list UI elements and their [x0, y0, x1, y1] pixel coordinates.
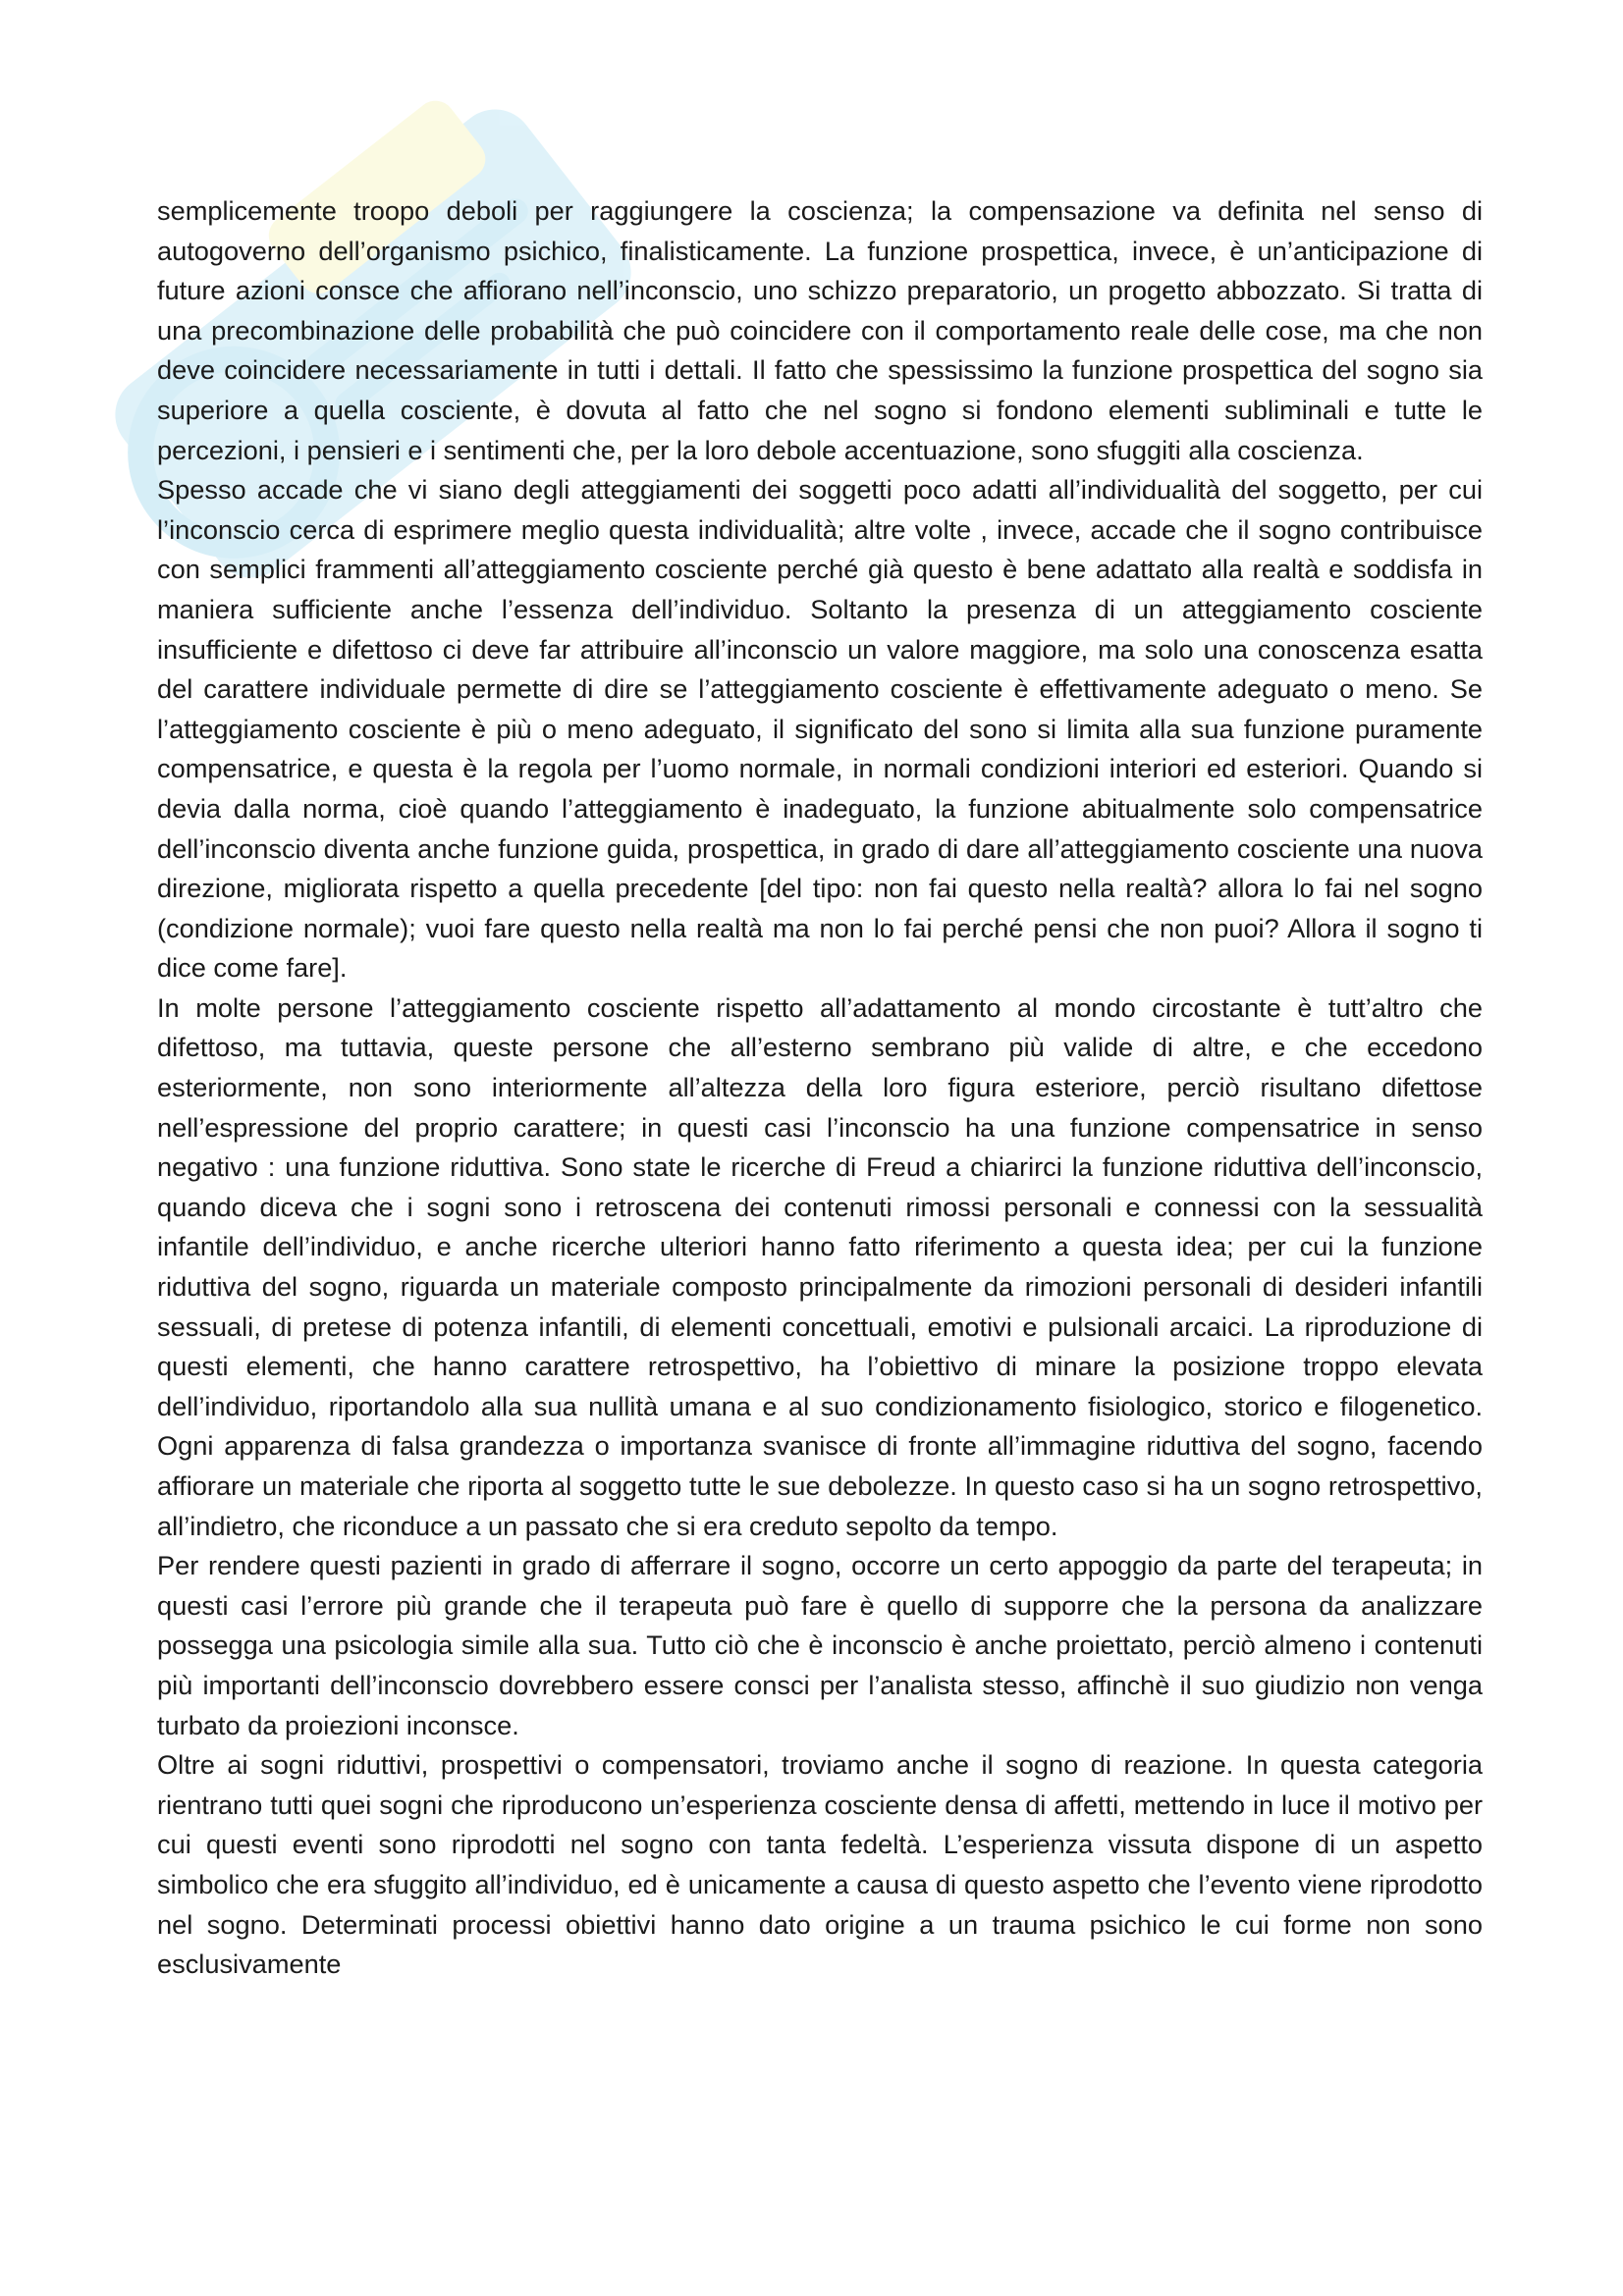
document-body: [157, 191, 1483, 1985]
paragraph-4: Per rendere questi pazienti in grado di afferrare il sogno, occorre un certo appoggio da parte del terapeuta; in questi casi l’errore più grande che il terapeuta può fare è quello di supporre che la persona da analizzare possegga una psicologia simile alla sua. Tutto ciò che è inconscio è anche proiettato, perciò almeno i contenuti più importanti dell’inconscio dovrebbero essere consci per l’analista stesso, affinchè il suo giudizio non venga turbato da proiezioni inconsce.: [157, 1550, 1483, 1740]
paragraph-1: semplicemente troopo deboli per raggiungere la coscienza; la compensazione va definita nel senso di autogoverno dell’organismo psichico, finalisticamente. La funzione prospettica, invece, è un’anticipazione di future azioni consce che affiorano nell’inconscio, uno schizzo preparatorio, un progetto abbozzato. Si tratta di una precombinazione delle probabilità che può coincidere con il comportamento reale delle cose, ma che non deve coincidere necessariamente in tutti i dettali. Il fatto che spessissimo la funzione prospettica del sogno sia superiore a quella cosciente, è dovuta al fatto che nel sogno si fondono elementi subliminali e tutte le percezioni, i pensieri e i sentimenti che, per la loro debole accentuazione, sono sfuggiti alla coscienza.: [157, 195, 1483, 465]
paragraph-2: Spesso accade che vi siano degli atteggiamenti dei soggetti poco adatti all’individualità del soggetto, per cui l’inconscio cerca di esprimere meglio questa individualità; altre volte , invece, accade che il sogno contribuisce con semplici frammenti all’atteggiamento cosciente perché già questo è bene adattato alla realtà e soddisfa in maniera sufficiente anche l’essenza dell’individuo. Soltanto la presenza di un atteggiamento cosciente insufficiente e difettoso ci deve far attribuire all’inconscio un valore maggiore, ma solo una conoscenza esatta del carattere individuale permette di dire se l’atteggiamento cosciente è effettivamente adeguato o meno. Se l’atteggiamento cosciente è più o meno adeguato, il significato del sono si limita alla sua funzione puramente compensatrice, e questa è la regola per l’uomo normale, in normali condizioni interiori ed esteriori. Quando si devia dalla norma, cioè quando l’atteggiamento è inadeguato, la funzione abitualmente solo compensatrice dell’inconscio diventa anche funzione guida, prospettica, in grado di dare all’atteggiamento cosciente una nuova direzione, migliorata rispetto a quella precedente [del tipo: non fai questo nella realtà? allora lo fai nel sogno (condizione normale); vuoi fare questo nella realtà ma non lo fai perché pensi che non puoi? Allora il sogno ti dice come fare].: [157, 474, 1483, 984]
paragraph-5: Oltre ai sogni riduttivi, prospettivi o compensatori, troviamo anche il sogno di reazione. In questa categoria rientrano tutti quei sogni che riproducono un’esperienza cosciente densa di affetti, mettendo in luce il motivo per cui questi eventi sono riprodotti nel sogno con tanta fedeltà. L’esperienza vissuta dispone di un aspetto simbolico che era sfuggito all’individuo, ed è unicamente a causa di questo aspetto che l’evento viene riprodotto nel sogno. Determinati processi obiettivi hanno dato origine a un trauma psichico le cui forme non sono esclusivamente: [157, 1749, 1483, 1980]
paragraph-3: In molte persone l’atteggiamento cosciente rispetto all’adattamento al mondo circostante è tutt’altro che difettoso, ma tuttavia, queste persone che all’esterno sembrano più valide di altre, e che eccedono esteriormente, non sono interiormente all’altezza della loro figura esteriore, perciò risultano difettose nell’espressione del proprio carattere; in questi casi l’inconscio ha una funzione compensatrice in senso negativo : una funzione riduttiva. Sono state le ricerche di Freud a chiarirci la funzione riduttiva dell’inconscio, quando diceva che i sogni sono i retroscena dei contenuti rimossi personali e connessi con la sessualità infantile dell’individuo, e anche ricerche ulteriori hanno fatto riferimento a questa idea; per cui la funzione riduttiva del sogno, riguarda un materiale composto principalmente da rimozioni personali di desideri infantili sessuali, di pretese di potenza infantili, di elementi concettuali, emotivi e pulsionali arcaici. La riproduzione di questi elementi, che hanno carattere retrospettivo, ha l’obiettivo di minare la posizione troppo elevata dell’individuo, riportandolo alla sua nullità umana e al suo condizionamento fisiologico, storico e filogenetico. Ogni apparenza di falsa grandezza o importanza svanisce di fronte all’immagine riduttiva del sogno, facendo affiorare un materiale che riporta al soggetto tutte le sue debolezze. In questo caso si ha un sogno retrospettivo, all’indietro, che riconduce a un passato che si era creduto sepolto da tempo.: [157, 991, 1483, 1541]
